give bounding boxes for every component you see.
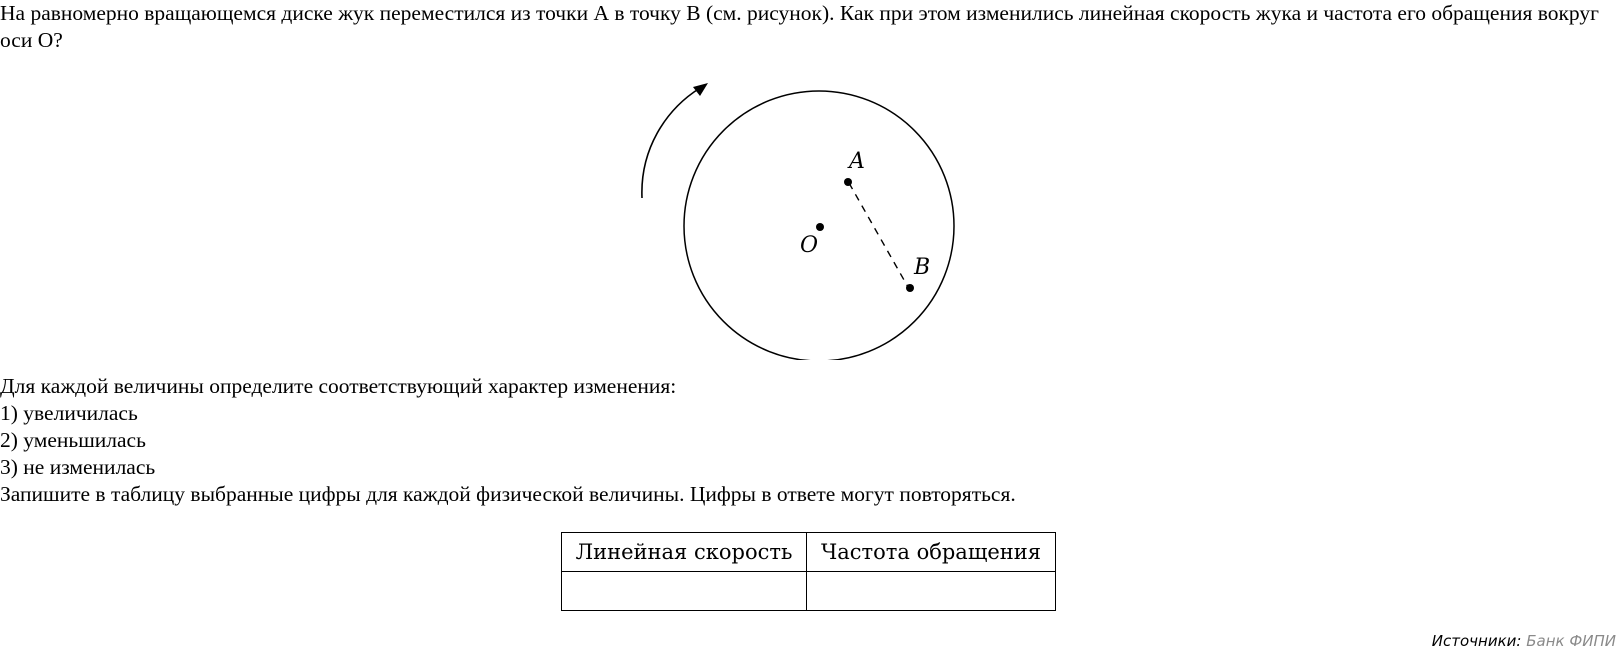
sources-label: Источники: xyxy=(1431,632,1522,650)
label-o: O xyxy=(800,233,819,258)
task-block xyxy=(0,373,1016,508)
option-2: 2) уменьшилась xyxy=(0,428,146,452)
point-o xyxy=(816,223,824,231)
header-rotation-frequency: Частота обращения xyxy=(807,533,1056,572)
point-a xyxy=(844,178,852,186)
sources-link[interactable]: Банк ФИПИ xyxy=(1526,632,1616,650)
question-text: На равномерно вращающемся диске жук переместился из точки А в точку В (см. рисунок). Как при этом изменились линейная скорость жука и частота его обращения вокруг оси О? xyxy=(0,1,1599,52)
task-prompt: Для каждой величины определите соответствующий характер изменения: xyxy=(0,374,677,398)
sources-line xyxy=(1432,632,1616,650)
answer-table xyxy=(561,532,1056,611)
task-instruction: Запишите в таблицу выбранные цифры для каждой физической величины. Цифры в ответе могут повторяться. xyxy=(0,482,1016,506)
label-a: A xyxy=(849,149,865,174)
label-b: B xyxy=(914,255,931,280)
answer-cell-linear-speed[interactable] xyxy=(562,572,807,611)
answer-table-header-row xyxy=(562,533,1056,572)
header-linear-speed: Линейная скорость xyxy=(562,533,807,572)
rotating-disk-figure xyxy=(600,70,960,360)
answer-table-value-row xyxy=(562,572,1056,611)
path-a-to-b xyxy=(849,183,908,287)
option-1: 1) увеличилась xyxy=(0,401,138,425)
option-3: 3) не изменилась xyxy=(0,455,156,479)
answer-cell-rotation-frequency[interactable] xyxy=(807,572,1056,611)
point-b xyxy=(906,284,914,292)
